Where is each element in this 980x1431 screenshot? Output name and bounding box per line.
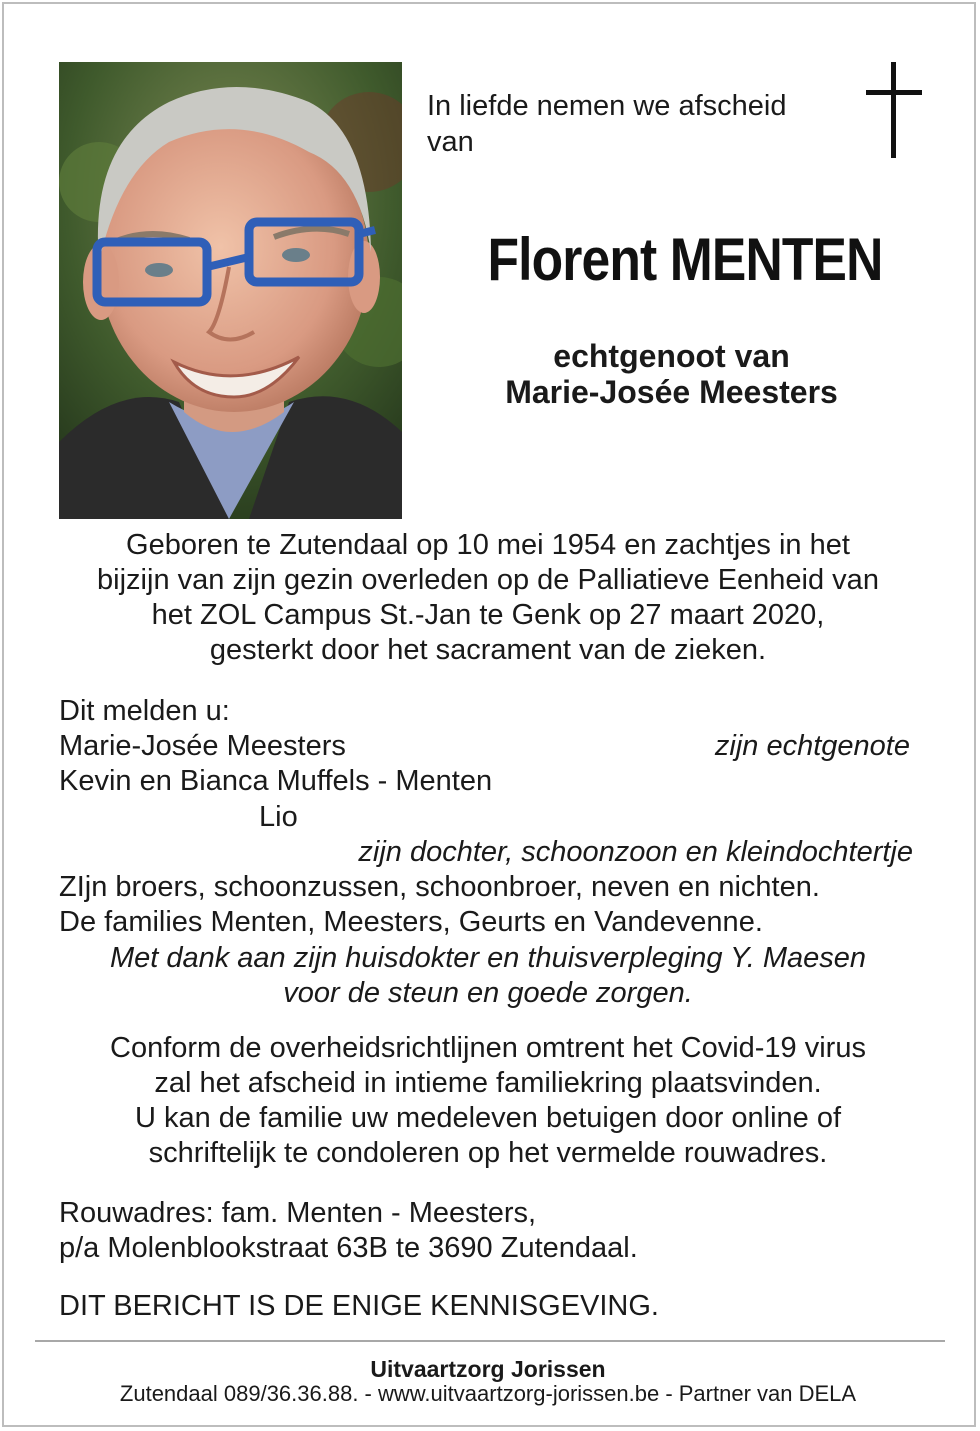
footer-company: Uitvaartzorg Jorissen bbox=[370, 1356, 606, 1382]
spouse-block bbox=[440, 338, 903, 410]
birth-death-line: gesterkt door het sacrament van de zieken. bbox=[209, 634, 767, 666]
covid-line: schriftelijk te condoleren op het vermelde rouwadres. bbox=[148, 1137, 828, 1169]
birth-death-line: Geboren te Zutendaal op 10 mei 1954 en zachtjes in het bbox=[126, 529, 850, 561]
family-daughter-role: zijn dochter, schoonzoon en kleindochtertje bbox=[358, 836, 913, 868]
portrait-photo bbox=[59, 62, 402, 519]
family-grandchild: Lio bbox=[259, 801, 298, 833]
family-daughter-line: Kevin en Bianca Muffels - Menten bbox=[59, 765, 493, 797]
footer-details: Zutendaal 089/36.36.88. - www.uitvaartzorg-jorissen.be - Partner van DELA bbox=[119, 1381, 857, 1406]
address-line-1: Rouwadres: fam. Menten - Meesters, bbox=[59, 1197, 537, 1229]
sole-notice: DIT BERICHT IS DE ENIGE KENNISGEVING. bbox=[59, 1290, 659, 1322]
family-siblings: ZIjn broers, schoonzussen, schoonbroer, neven en nichten. bbox=[59, 871, 820, 903]
portrait-illustration bbox=[59, 62, 402, 519]
covid-line: zal het afscheid in intieme familiekring plaatsvinden. bbox=[154, 1067, 822, 1099]
covid-paragraph bbox=[0, 1031, 976, 1171]
thanks-line-2: voor de steun en goede zorgen. bbox=[283, 977, 693, 1009]
footer-divider bbox=[35, 1340, 945, 1342]
family-spouse-role: zijn echtgenote bbox=[714, 730, 910, 762]
covid-line: Conform de overheidsrichtlijnen omtrent het Covid-19 virus bbox=[110, 1032, 866, 1064]
birth-death-paragraph bbox=[0, 528, 976, 668]
family-families: De families Menten, Meesters, Geurts en Vandevenne. bbox=[59, 906, 763, 938]
birth-death-line: bijzijn van zijn gezin overleden op de Palliatieve Eenheid van bbox=[97, 564, 879, 596]
address-line-2: p/a Molenblookstraat 63B te 3690 Zutendaal. bbox=[59, 1232, 638, 1264]
birth-death-line: het ZOL Campus St.-Jan te Genk op 27 maart 2020, bbox=[151, 599, 825, 631]
intro-text: In liefde nemen we afscheid van bbox=[427, 90, 787, 158]
spouse-name: Marie-Josée Meesters bbox=[505, 374, 838, 410]
family-spouse-name: Marie-Josée Meesters bbox=[59, 730, 346, 762]
deceased-name: Florent MENTEN bbox=[487, 226, 883, 293]
covid-line: U kan de familie uw medeleven betuigen door online of bbox=[134, 1102, 842, 1134]
spouse-label: echtgenoot van bbox=[553, 338, 790, 374]
family-heading: Dit melden u: bbox=[59, 695, 230, 727]
cross-icon bbox=[864, 62, 924, 158]
thanks-line-1: Met dank aan zijn huisdokter en thuisverpleging Y. Maesen bbox=[109, 942, 867, 974]
